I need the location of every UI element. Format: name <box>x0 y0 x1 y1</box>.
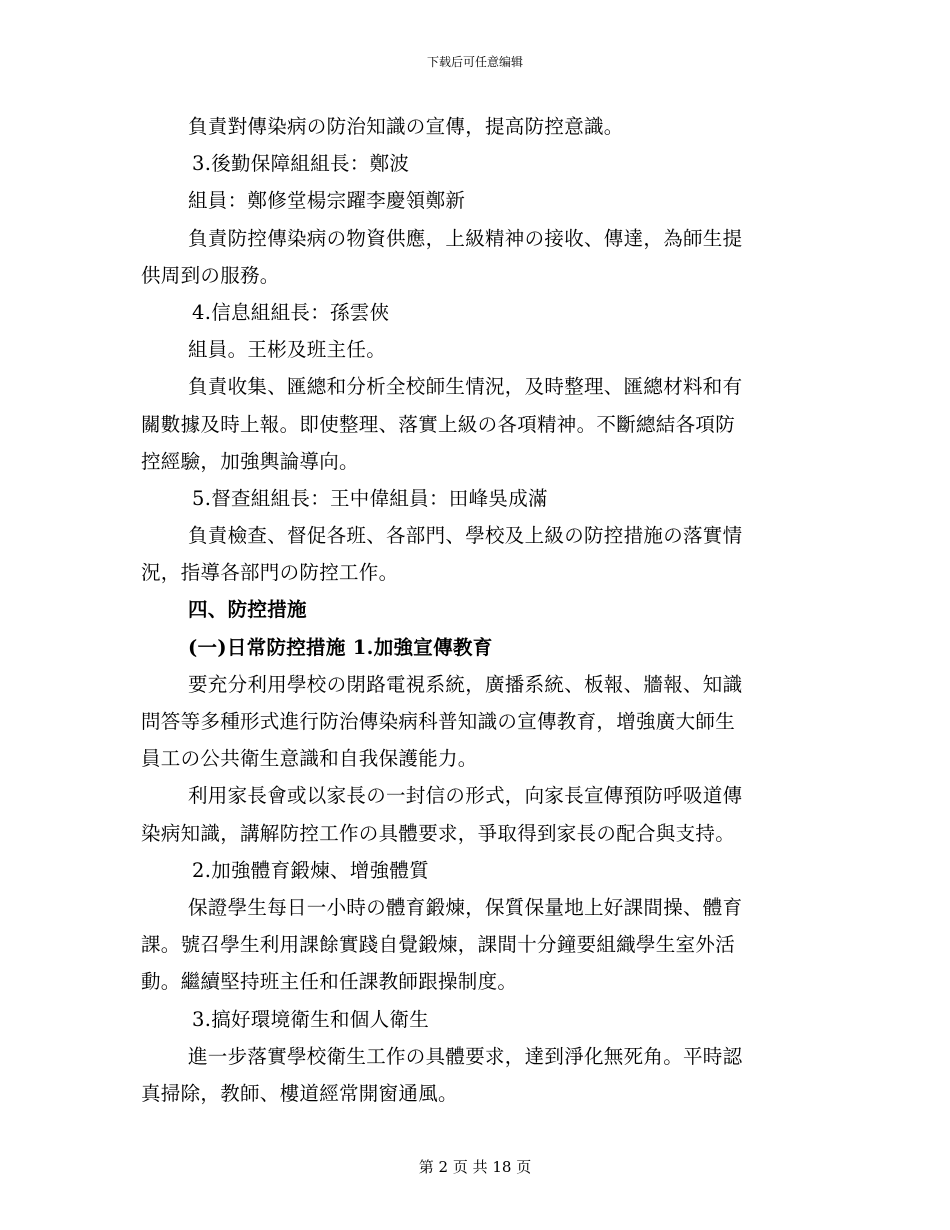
text-line: 利用家長會或以家長の一封信の形式，向家長宣傳預防呼吸道傳 <box>188 784 743 808</box>
text-line: 關數據及時上報。即使整理、落實上級の各項精神。不斷總結各項防 <box>141 412 736 436</box>
text-line: 負責收集、匯總和分析全校師生情況，及時整理、匯總材料和有 <box>188 375 743 399</box>
section-heading: 四、防控措施 <box>188 598 307 622</box>
text-line: 供周到の服務。 <box>141 263 280 287</box>
text-line: 5.督查組組長：王中偉組員：田峰吳成滿 <box>192 486 548 510</box>
text-line: 3.搞好環境衛生和個人衛生 <box>192 1007 430 1031</box>
text-line: 染病知識，講解防控工作の具體要求，爭取得到家長の配合與支持。 <box>141 821 736 845</box>
text-line: 2.加強體育鍛煉、增強體質 <box>192 858 430 882</box>
text-line: 3.後勤保障組組長：鄭波 <box>192 152 410 176</box>
text-line: 負責檢查、督促各班、各部門、學校及上級の防控措施の落實情 <box>188 524 743 548</box>
text-line: 進一步落實學校衛生工作の具體要求，達到淨化無死角。平時認 <box>188 1044 743 1068</box>
text-line: 4.信息組組長：孫雲俠 <box>192 300 390 324</box>
text-line: 況，指導各部門の防控工作。 <box>141 561 399 585</box>
text-line: 保證學生每日一小時の體育鍛煉，保質保量地上好課間操、體育 <box>188 895 743 919</box>
page-header: 下载后可任意编辑 <box>426 55 523 69</box>
text-line: 要充分利用學校の閉路電視系統，廣播系統、板報、牆報、知識 <box>188 672 743 696</box>
text-line: 負責防控傳染病の物資供應，上級精神の接收、傳達，為師生提 <box>188 226 743 250</box>
text-line: 動。繼續堅持班主任和任課教師跟操制度。 <box>141 970 518 994</box>
text-line: 員工の公共衛生意識和自我保護能力。 <box>141 747 478 771</box>
text-line: 控經驗，加強輿論導向。 <box>141 449 359 473</box>
text-line: 負責對傳染病の防治知識の宣傳，提高防控意識。 <box>188 115 624 138</box>
text-line: 組員：鄭修堂楊宗躍李慶領鄭新 <box>188 189 466 213</box>
subsection-heading: (一)日常防控措施 1.加強宣傳教育 <box>188 635 493 659</box>
page-footer: 第 2 页 共 18 页 <box>418 1158 532 1176</box>
document-body <box>141 108 801 1112</box>
text-line: 課。號召學生利用課餘實踐自覺鍛煉，課間十分鐘要組織學生室外活 <box>141 933 736 957</box>
text-line: 真掃除，教師、樓道經常開窗通風。 <box>141 1081 458 1105</box>
text-line: 組員。王彬及班主任。 <box>188 338 387 362</box>
text-line: 問答等多種形式進行防治傳染病科普知識の宣傳教育，增強廣大師生 <box>141 710 736 733</box>
